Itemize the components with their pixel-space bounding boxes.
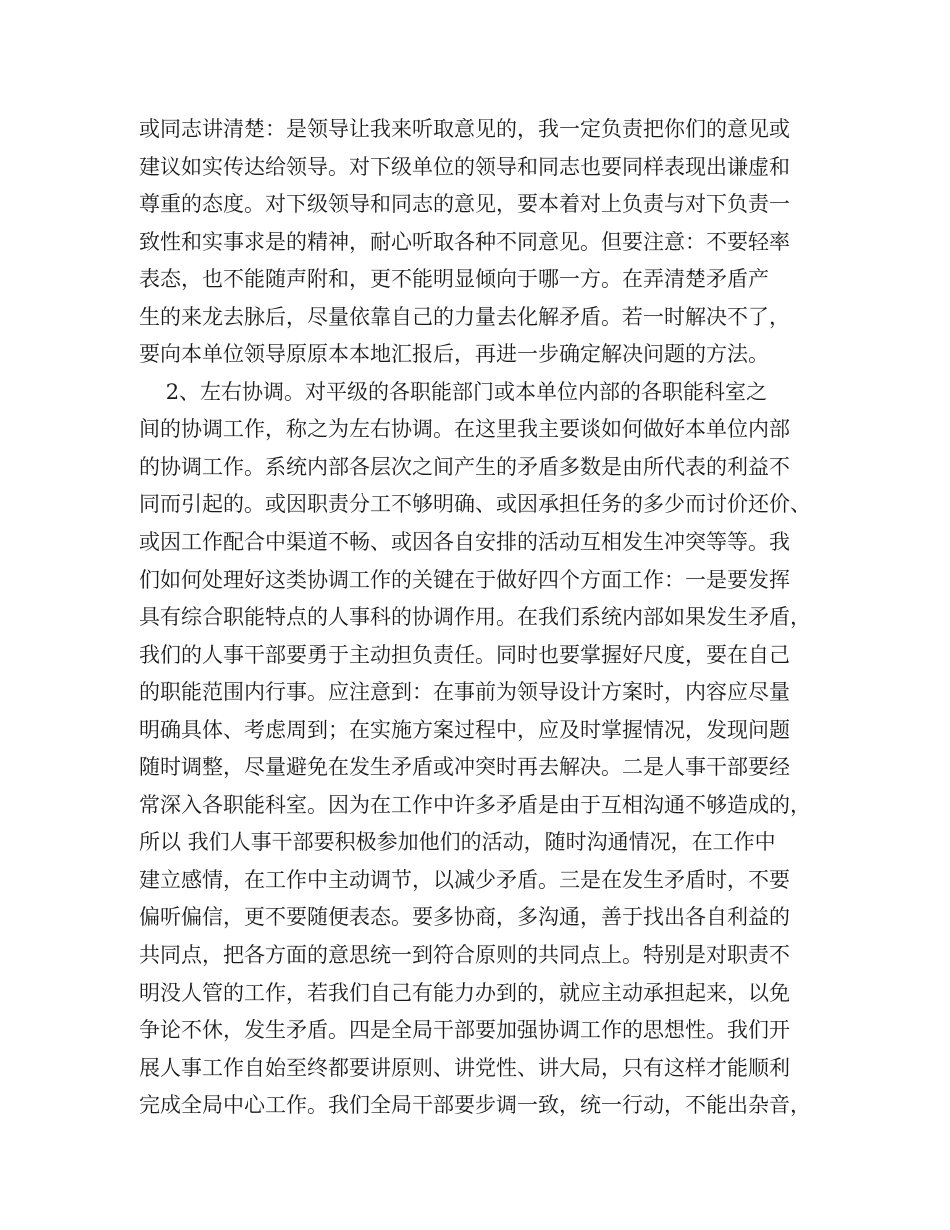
text-line: 争论不休，发生矛盾。四是全局干部要加强协调工作的思想性。我们开: [139, 1018, 790, 1043]
text-line: 尊重的态度。对下级领导和同志的意见，要本着对上负责与对下负责一: [139, 192, 790, 217]
text-line: 生的来龙去脉后，尽量依靠自己的力量去化解矛盾。若一时解决不了，: [139, 304, 790, 329]
text-line: 偏听偏信，更不要随便表态。要多协商，多沟通，善于找出各自利益的: [139, 905, 790, 930]
body-text: [139, 111, 839, 1125]
text-line: 随时调整，尽量避免在发生矛盾或冲突时再去解决。二是人事干部要经: [139, 755, 790, 780]
text-line: 同而引起的。或因职责分工不够明确、或因承担任务的多少而讨价还价、: [139, 492, 811, 517]
text-line: 要向本单位领导原原本本地汇报后，再进一步确定解决问题的方法。: [139, 342, 769, 367]
text-line: 建议如实传达给领导。对下级单位的领导和同志也要同样表现出谦虚和: [139, 154, 790, 179]
text-line: 常深入各职能科室。因为在工作中许多矛盾是由于互相沟通不够造成的，: [139, 792, 811, 817]
text-line: 们如何处理好这类协调工作的关键在于做好四个方面工作：一是要发挥: [139, 567, 790, 592]
text-line: 或因工作配合中渠道不畅、或因各自安排的活动互相发生冲突等等。我: [139, 530, 790, 555]
text-line: 间的协调工作，称之为左右协调。在这里我主要谈如何做好本单位内部: [139, 417, 790, 442]
text-line: 表态，也不能随声附和，更不能明显倾向于哪一方。在弄清楚矛盾产: [139, 267, 769, 292]
text-line: 完成全局中心工作。我们全局干部要步调一致，统一行动，不能出杂音，: [139, 1093, 811, 1118]
text-line: 具有综合职能特点的人事科的协调作用。在我们系统内部如果发生矛盾，: [139, 605, 811, 630]
text-line: 明确具体、考虑周到；在实施方案过程中，应及时掌握情况，发现问题: [139, 717, 790, 742]
text-line: 的协调工作。系统内部各层次之间产生的矛盾多数是由所代表的利益不: [139, 454, 790, 479]
text-line: 共同点，把各方面的意思统一到符合原则的共同点上。特别是对职责不: [139, 943, 790, 968]
text-line: 展人事工作自始至终都要讲原则、讲党性、讲大局，只有这样才能顺利: [139, 1055, 790, 1080]
text-line: 或同志讲清楚：是领导让我来听取意见的，我一定负责把你们的意见或: [139, 117, 790, 141]
text-line: 致性和实事求是的精神，耐心听取各种不同意见。但要注意：不要轻率: [139, 229, 790, 254]
text-line: 建立感情，在工作中主动调节，以减少矛盾。三是在发生矛盾时，不要: [139, 867, 790, 892]
paragraph-start-line: 2、左右协调。对平级的各职能部门或本单位内部的各职能科室之: [139, 379, 768, 404]
text-line: 所以 我们人事干部要积极参加他们的活动，随时沟通情况，在工作中: [139, 830, 776, 855]
text-line: 的职能范围内行事。应注意到：在事前为领导设计方案时，内容应尽量: [139, 680, 790, 705]
text-line: 我们的人事干部要勇于主动担负责任。同时也要掌握好尺度，要在自己: [139, 642, 790, 667]
text-line: 明没人管的工作，若我们自己有能力办到的，就应主动承担起来，以免: [139, 980, 790, 1005]
